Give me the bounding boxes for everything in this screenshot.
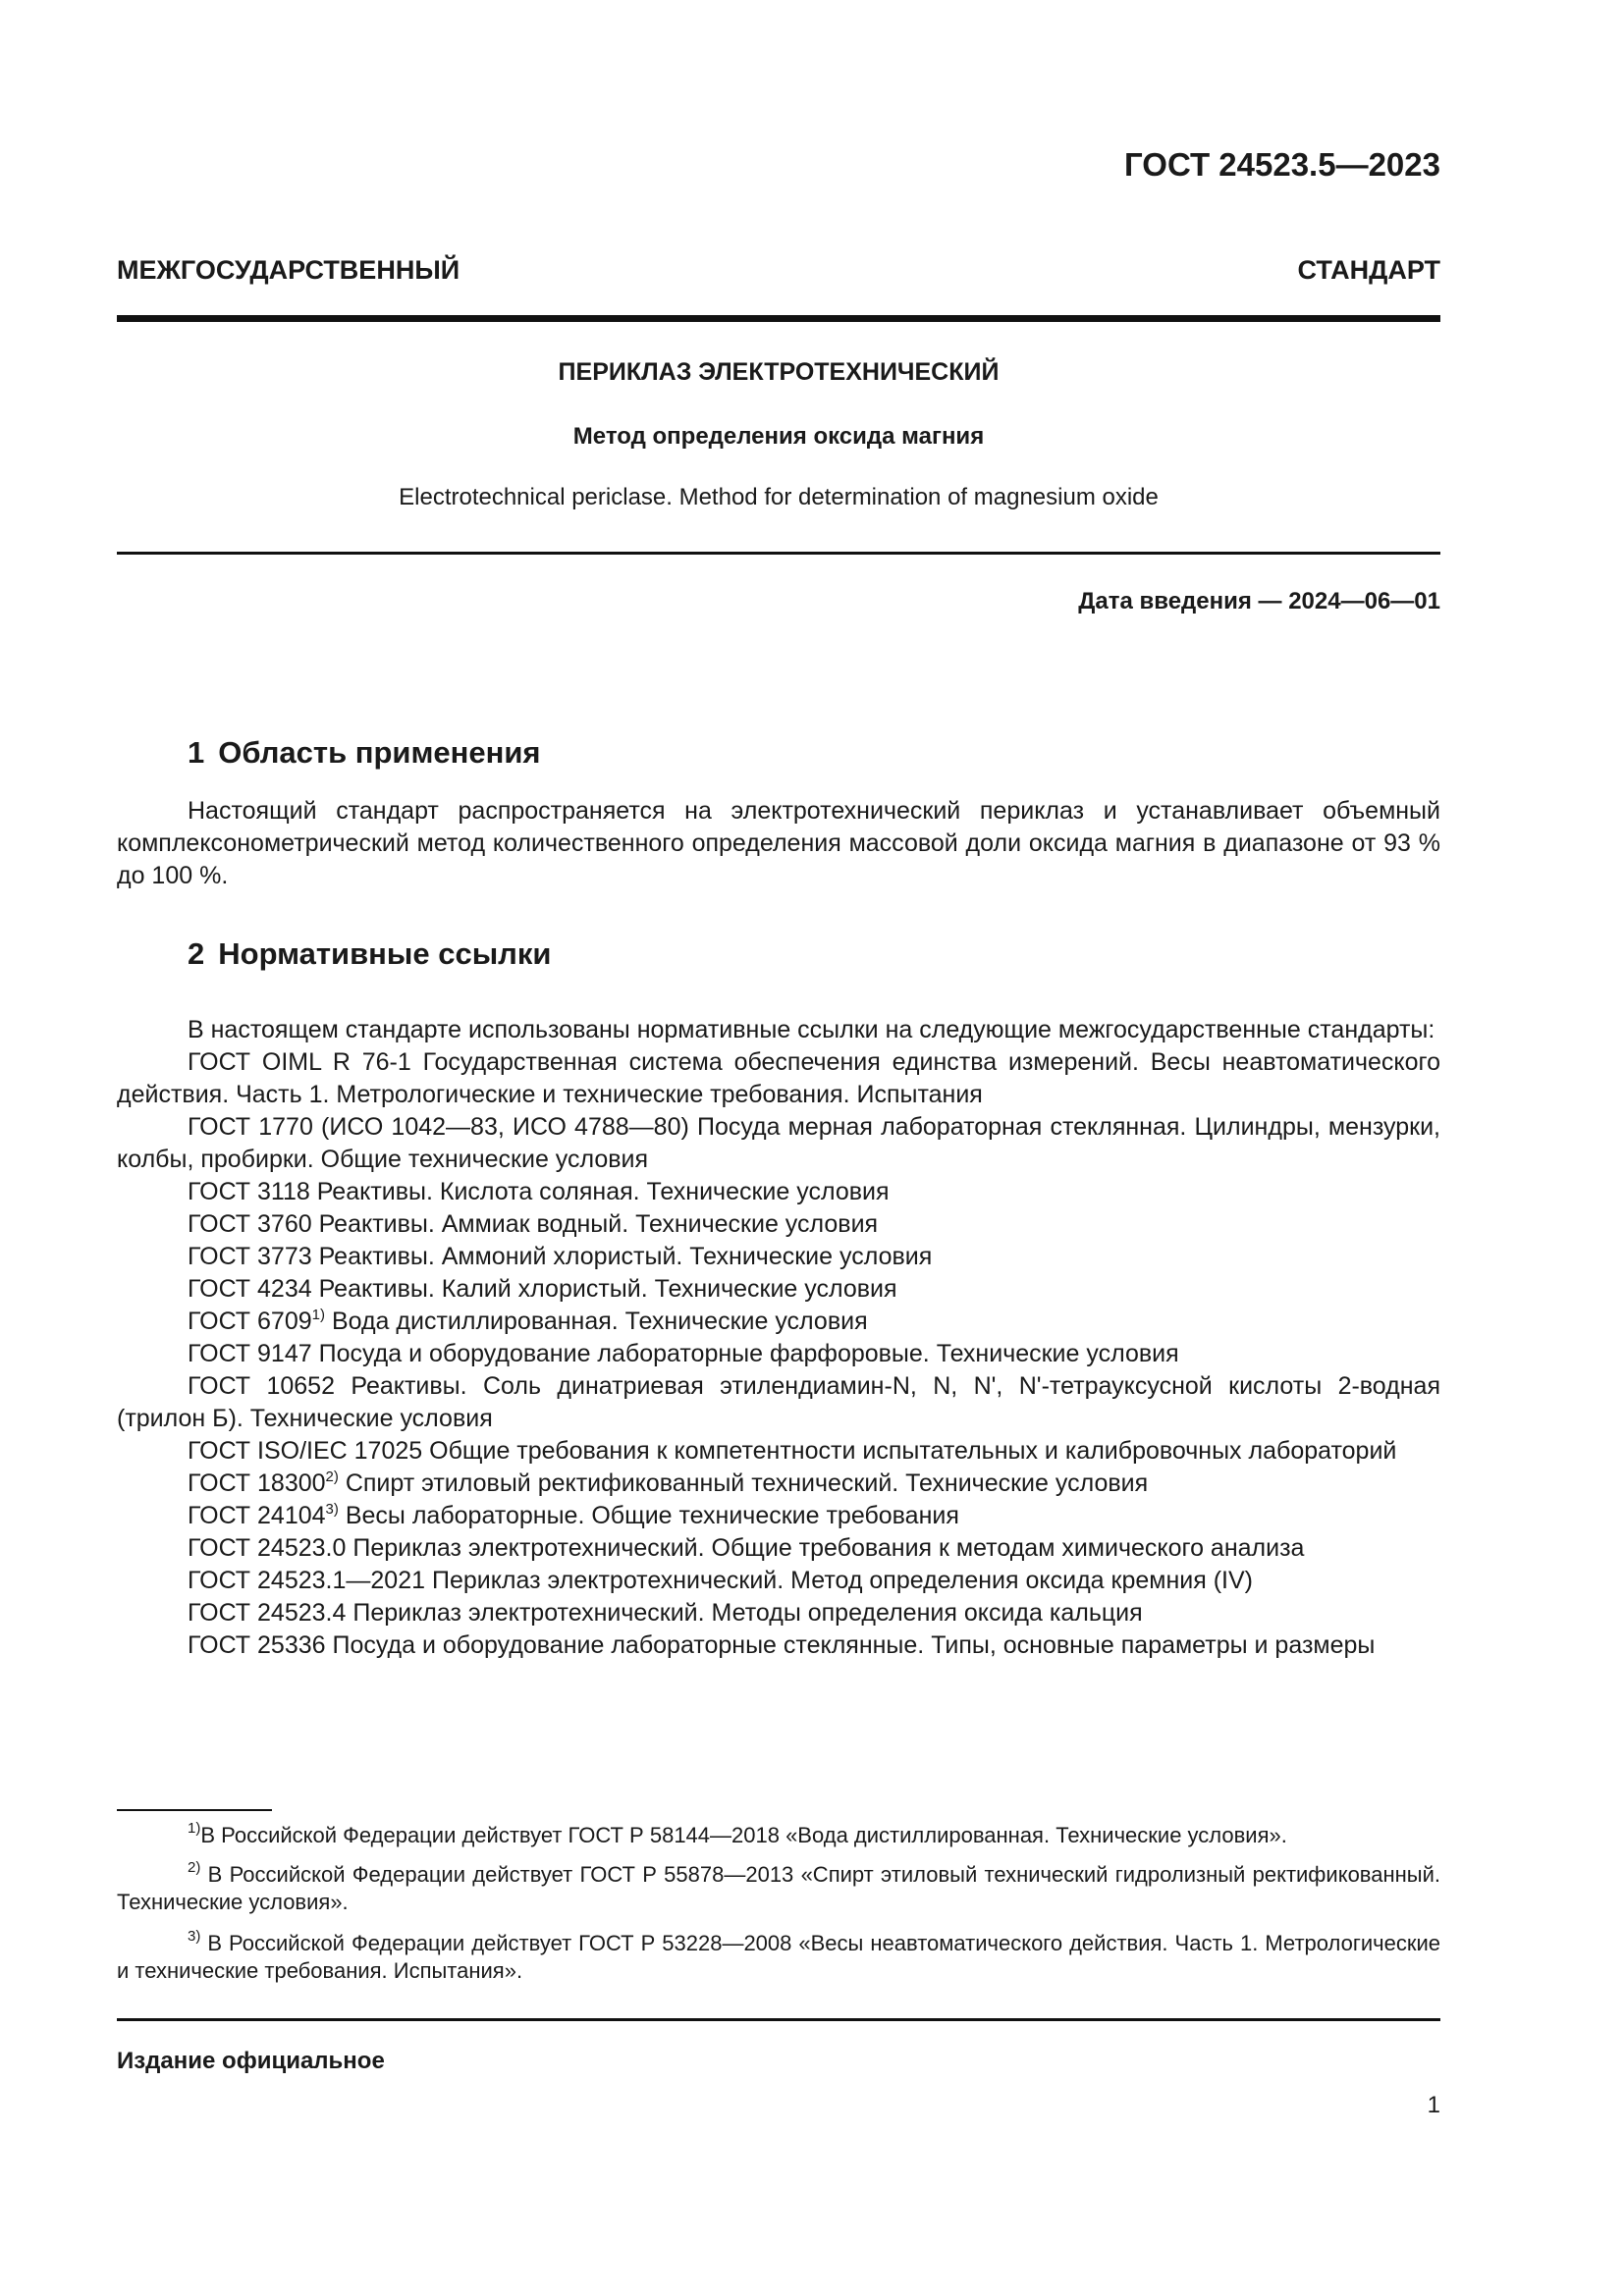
reference-code: ГОСТ 10652 bbox=[188, 1372, 335, 1400]
reference-title: Вода дистиллированная. Технические условия bbox=[331, 1308, 868, 1335]
reference-code: ГОСТ 4234 bbox=[188, 1275, 312, 1303]
page-number: 1 bbox=[1427, 2092, 1440, 2118]
reference-item bbox=[117, 1046, 1440, 1111]
reference-item bbox=[117, 1500, 1440, 1532]
reference-code: ГОСТ 1770 (ИСО 1042—83, ИСО 4788—80) bbox=[188, 1113, 689, 1141]
reference-code: ГОСТ 24523.0 bbox=[188, 1534, 347, 1562]
reference-code: ГОСТ 9147 bbox=[188, 1340, 312, 1367]
normative-references bbox=[117, 1014, 1440, 1662]
footnote-text: В Российской Федерации действует ГОСТ Р 53228—2008 «Весы неавтоматического действия. Часть 1. Метрологические и технические требования. Испытания». bbox=[117, 1931, 1440, 1983]
standard-designation: ГОСТ 24523.5—2023 bbox=[1124, 146, 1440, 183]
reference-title: Общие требования к компетентности испытательных и калибровочных лабораторий bbox=[429, 1437, 1397, 1465]
reference-item bbox=[117, 1176, 1440, 1208]
reference-title: Спирт этиловый ректификованный технический. Технические условия bbox=[345, 1469, 1149, 1497]
footnote-text: В Российской Федерации действует ГОСТ Р 58144—2018 «Вода дистиллированная. Технические условия». bbox=[200, 1823, 1287, 1847]
reference-title: Реактивы. Калий хлористый. Технические условия bbox=[318, 1275, 897, 1303]
reference-item bbox=[117, 1629, 1440, 1662]
reference-title: Весы лабораторные. Общие технические требования bbox=[345, 1502, 959, 1529]
reference-item bbox=[117, 1306, 1440, 1338]
footnote-text: В Российской Федерации действует ГОСТ Р 55878—2013 «Спирт этиловый технический гидролизный ректификованный. Технические условия». bbox=[117, 1862, 1440, 1914]
footnote-marker: 1) bbox=[311, 1307, 325, 1323]
reference-title: Периклаз электротехнический. Общие требования к методам химического анализа bbox=[352, 1534, 1305, 1562]
document-subtitle: Метод определения оксида магния bbox=[572, 423, 985, 450]
reference-title: Реактивы. Кислота соляная. Технические условия bbox=[316, 1178, 890, 1205]
document-title-english: Electrotechnical periclase. Method for determination of magnesium oxide bbox=[399, 484, 1159, 510]
reference-title: Государственная система обеспечения единства измерений. Весы неавтоматического действия. Часть 1. Метрологические и технические требования. Испытания bbox=[117, 1048, 1441, 1108]
footer-rule bbox=[117, 2018, 1440, 2021]
scope-paragraph: Настоящий стандарт распространяется на электротехнический периклаз и устанавливает объемный комплексонометрический метод количественного определения массовой доли оксида магния в диапазоне от 93 % до 100 %. bbox=[117, 797, 1440, 889]
reference-item bbox=[117, 1565, 1440, 1597]
reference-code: ГОСТ 3118 bbox=[188, 1178, 310, 1205]
reference-item bbox=[117, 1208, 1440, 1241]
reference-item bbox=[117, 1597, 1440, 1629]
footnote-mark: 3) bbox=[188, 1928, 201, 1945]
section-number: 1 bbox=[188, 735, 205, 770]
reference-title: Реактивы. Соль динатриевая этилендиамин-N, N, N', N'-тетрауксусной кислоты 2-водная (трилон Б). Технические условия bbox=[117, 1372, 1440, 1432]
footnote-separator bbox=[117, 1809, 272, 1811]
footnote-1 bbox=[117, 1822, 1440, 1849]
section-heading-scope bbox=[188, 733, 541, 773]
effective-date: Дата введения — 2024—06—01 bbox=[1078, 588, 1440, 614]
reference-item bbox=[117, 1111, 1440, 1176]
references-intro: В настоящем стандарте использованы нормативные ссылки на следующие межгосударственные стандарты: bbox=[188, 1016, 1435, 1043]
reference-title: Посуда и оборудование лабораторные стеклянные. Типы, основные параметры и размеры bbox=[332, 1631, 1376, 1659]
reference-item bbox=[117, 1273, 1440, 1306]
footnote-marker: 3) bbox=[325, 1501, 339, 1518]
reference-title: Посуда мерная лабораторная стеклянная. Цилиндры, мензурки, колбы, пробирки. Общие технические условия bbox=[117, 1113, 1440, 1173]
reference-code: ГОСТ 3773 bbox=[188, 1243, 312, 1270]
section-title: Область применения bbox=[218, 735, 541, 770]
reference-code: ГОСТ OIML R 76-1 bbox=[188, 1048, 411, 1076]
reference-code: ГОСТ 3760 bbox=[188, 1210, 312, 1238]
section-title: Нормативные ссылки bbox=[218, 936, 552, 971]
footnote-mark: 2) bbox=[188, 1859, 201, 1876]
reference-code: ГОСТ 24104 bbox=[188, 1502, 326, 1529]
footnote-mark: 1) bbox=[188, 1820, 201, 1837]
reference-item bbox=[117, 1370, 1440, 1435]
document-title: ПЕРИКЛАЗ ЭЛЕКТРОТЕХНИЧЕСКИЙ bbox=[558, 358, 1000, 386]
reference-title: Реактивы. Аммоний хлористый. Технические условия bbox=[318, 1243, 933, 1270]
edition-label: Издание официальное bbox=[117, 2048, 385, 2074]
reference-title: Посуда и оборудование лабораторные фарфоровые. Технические условия bbox=[318, 1340, 1179, 1367]
reference-code: ГОСТ ISO/IEC 17025 bbox=[188, 1437, 423, 1465]
reference-code: ГОСТ 24523.4 bbox=[188, 1599, 347, 1627]
reference-code: ГОСТ 24523.1—2021 bbox=[188, 1567, 426, 1594]
reference-item bbox=[117, 1435, 1440, 1468]
reference-item bbox=[117, 1241, 1440, 1273]
footnote-2 bbox=[117, 1861, 1440, 1916]
reference-item bbox=[117, 1532, 1440, 1565]
reference-code: ГОСТ 18300 bbox=[188, 1469, 326, 1497]
standard-category: МЕЖГОСУДАРСТВЕННЫЙ СТАНДАРТ bbox=[117, 255, 1440, 285]
reference-item bbox=[117, 1338, 1440, 1370]
header-rule-thick bbox=[117, 315, 1440, 322]
title-rule bbox=[117, 552, 1440, 555]
footnote-marker: 2) bbox=[325, 1468, 339, 1485]
reference-title: Реактивы. Аммиак водный. Технические условия bbox=[318, 1210, 879, 1238]
section-number: 2 bbox=[188, 936, 205, 971]
footnote-3 bbox=[117, 1930, 1440, 1985]
reference-code: ГОСТ 6709 bbox=[188, 1308, 312, 1335]
reference-title: Периклаз электротехнический. Метод определения оксида кремния (IV) bbox=[431, 1567, 1253, 1594]
reference-code: ГОСТ 25336 bbox=[188, 1631, 326, 1659]
section-heading-normative-references bbox=[188, 934, 551, 974]
reference-title: Периклаз электротехнический. Методы определения оксида кальция bbox=[352, 1599, 1143, 1627]
reference-item bbox=[117, 1468, 1440, 1500]
